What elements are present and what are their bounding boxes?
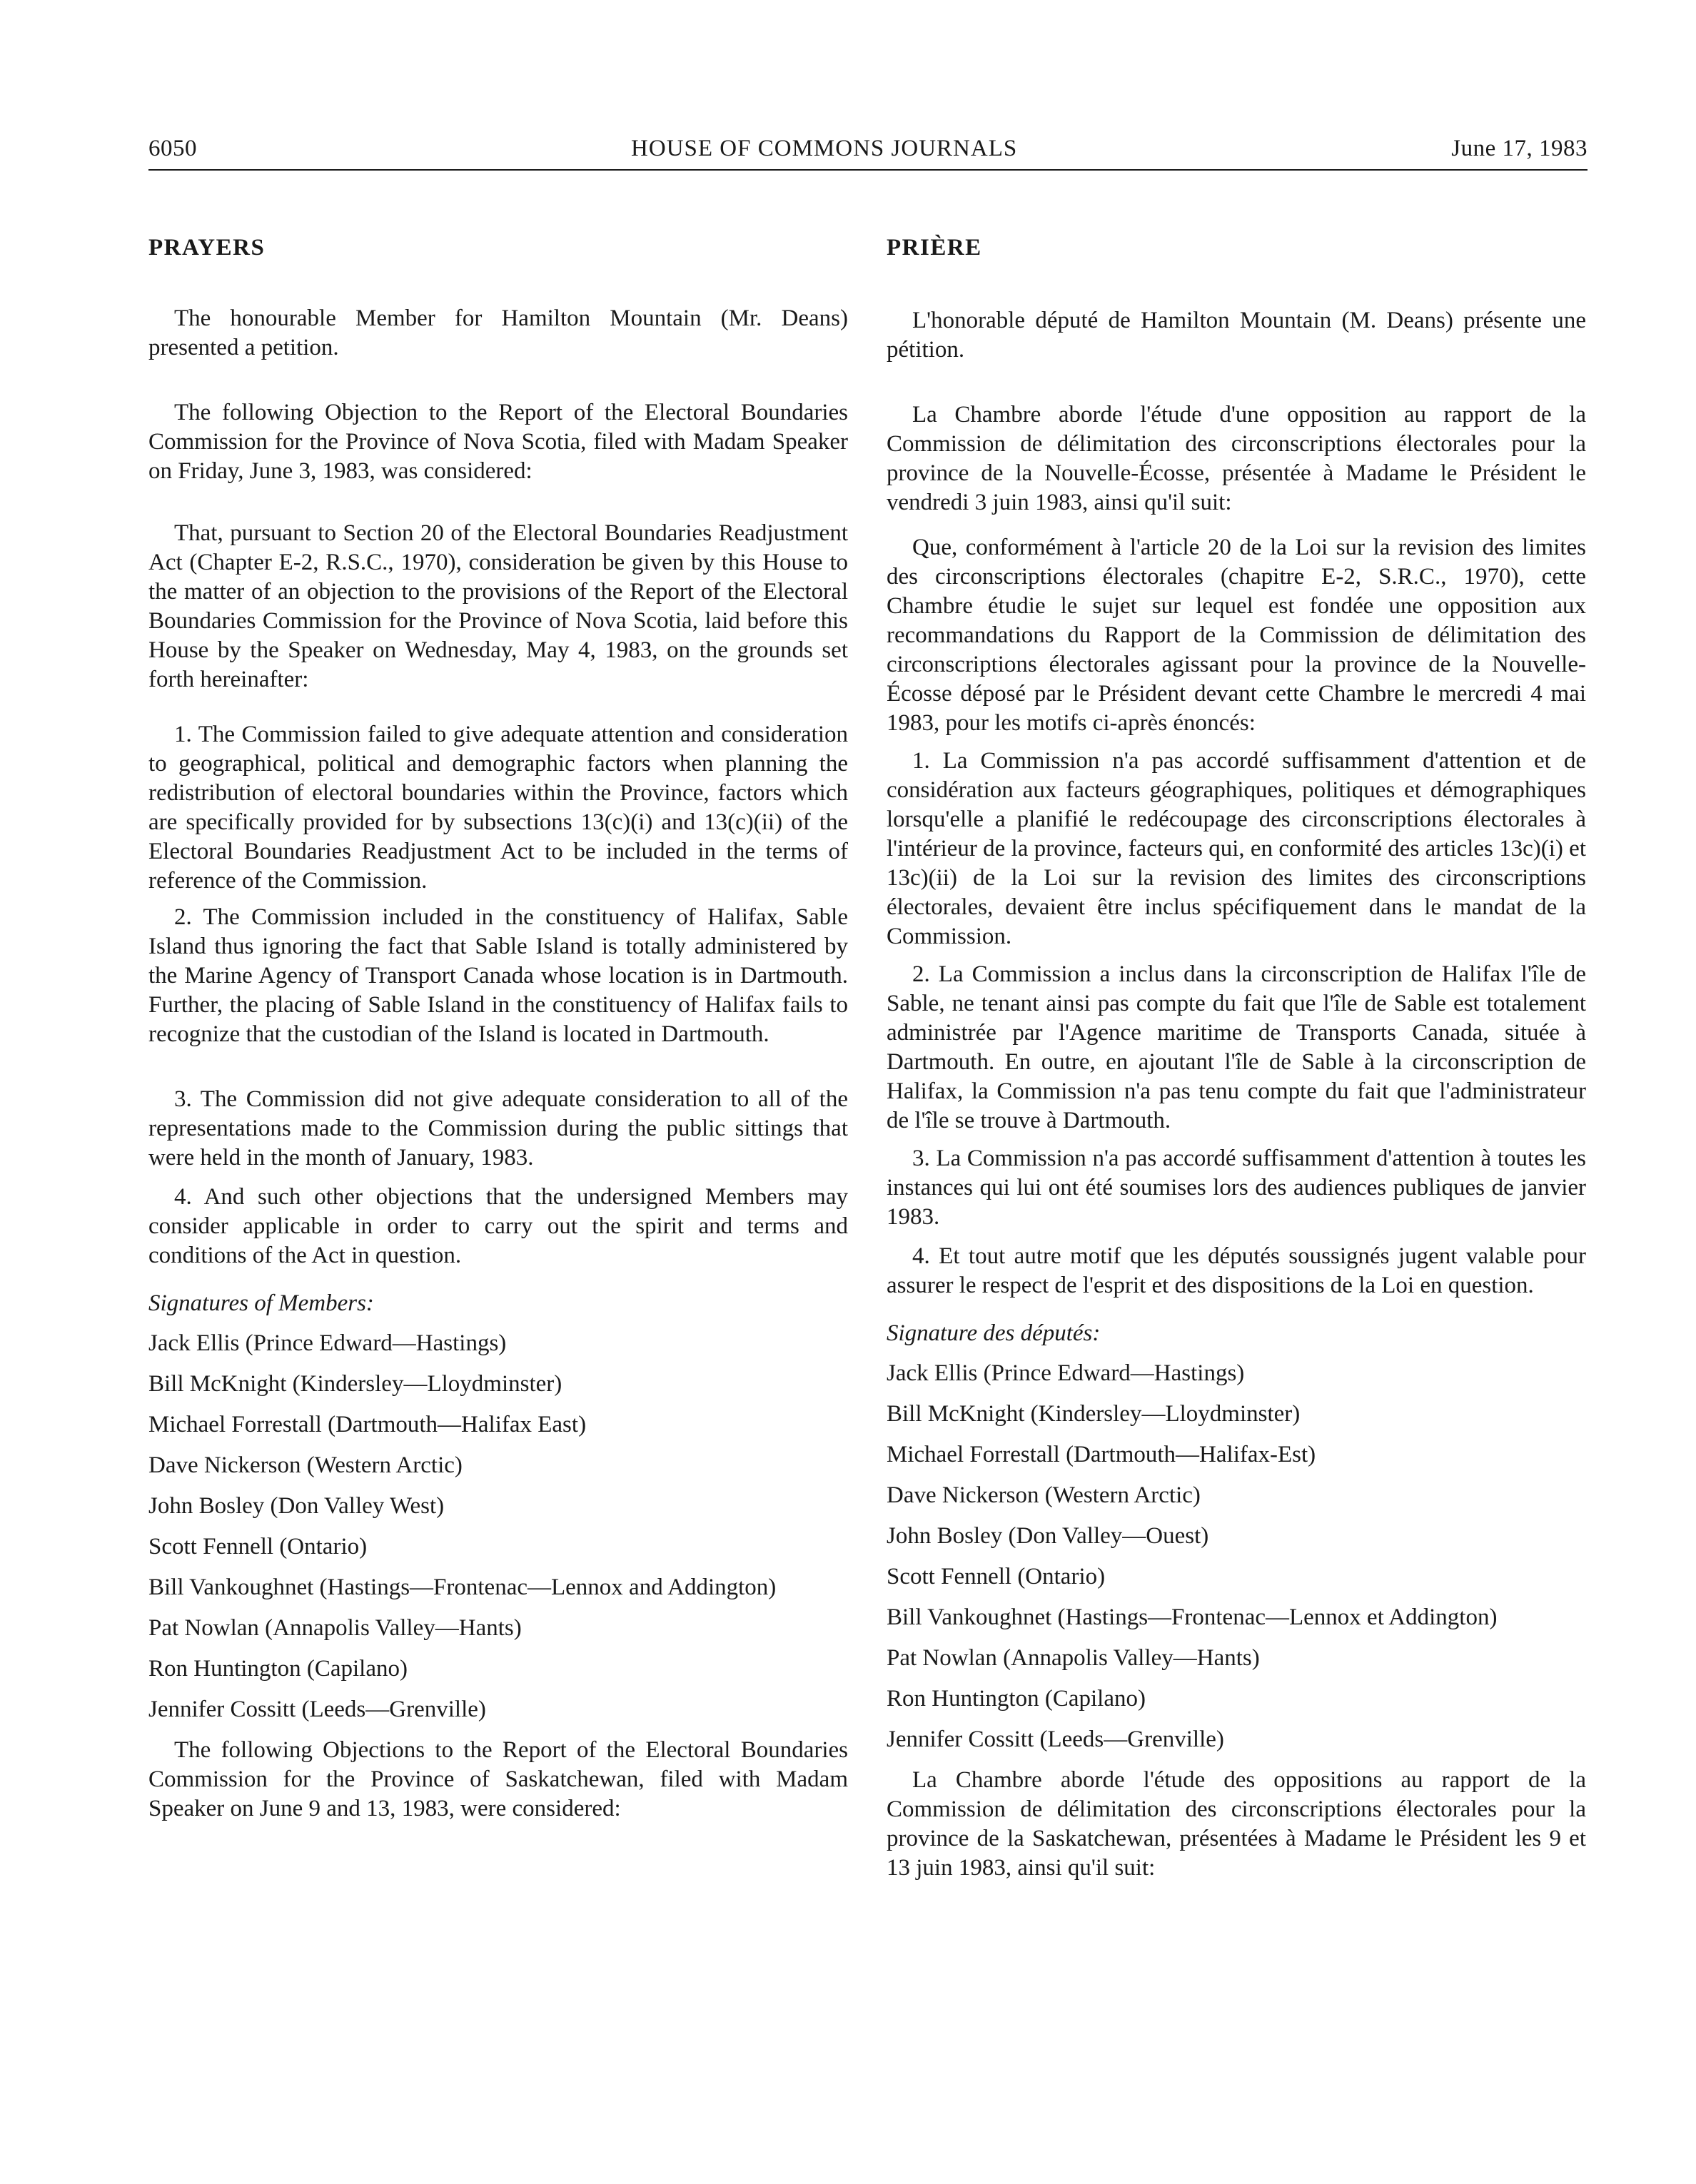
english-signature: John Bosley (Don Valley West) <box>148 1493 445 1519</box>
french-point-4: 4. Et tout autre motif que les députés soussignés jugent valable pour assurer le respect de l'esprit et des dispositions de la Loi en question. <box>887 1243 1586 1298</box>
english-signatures-title: Signatures of Members: <box>148 1290 374 1316</box>
english-signature: Pat Nowlan (Annapolis Valley—Hants) <box>148 1615 522 1641</box>
french-column <box>887 233 1586 1883</box>
english-objection-intro: The following Objection to the Report of the Electoral Boundaries Commission for the Province of Nova Scotia, filed with Madam Speaker on Friday, June 3, 1983, was considered: <box>148 400 848 484</box>
french-signature: Jennifer Cossitt (Leeds—Grenville) <box>887 1727 1224 1752</box>
page-number: 6050 <box>148 136 197 161</box>
french-signature: Bill McKnight (Kindersley—Lloydminster) <box>887 1401 1301 1427</box>
header-rule <box>148 169 1588 171</box>
english-signature: Jack Ellis (Prince Edward—Hastings) <box>148 1330 507 1356</box>
english-signature: Jennifer Cossitt (Leeds—Grenville) <box>148 1697 486 1722</box>
french-signature: Jack Ellis (Prince Edward—Hastings) <box>887 1360 1245 1386</box>
english-petition: The honourable Member for Hamilton Mountain (Mr. Deans) presented a petition. <box>148 305 848 360</box>
english-column <box>148 233 848 1824</box>
english-signature: Scott Fennell (Ontario) <box>148 1534 368 1559</box>
french-signature: Pat Nowlan (Annapolis Valley—Hants) <box>887 1645 1260 1671</box>
french-signature: John Bosley (Don Valley—Ouest) <box>887 1523 1209 1549</box>
french-signature-list <box>887 1359 1586 1754</box>
french-petition: L'honorable député de Hamilton Mountain (M. Deans) présente une pétition. <box>887 308 1586 363</box>
french-signature: Bill Vankoughnet (Hastings—Frontenac—Lennox et Addington) <box>887 1604 1498 1630</box>
journal-title: HOUSE OF COMMONS JOURNALS <box>631 136 1018 161</box>
french-signature: Ron Huntington (Capilano) <box>887 1686 1146 1712</box>
french-signature: Michael Forrestall (Dartmouth—Halifax-Est) <box>887 1442 1316 1467</box>
french-objection-intro: La Chambre aborde l'étude d'une opposition au rapport de la Commission de délimitation des circonscriptions électorales pour la province de la Nouvelle-Écosse, présentée à Madame le Président le vendredi 3 juin 1983, ainsi qu'il suit: <box>887 402 1586 515</box>
english-point-4: 4. And such other objections that the undersigned Members may consider applicable in order to carry out the spirit and terms and conditions of the Act in question. <box>148 1184 848 1268</box>
english-signature: Ron Huntington (Capilano) <box>148 1656 408 1682</box>
english-point-1: 1. The Commission failed to give adequate attention and consideration to geographical, political and demographic factors when planning the redistribution of electoral boundaries within the Province, factors which are specifically provided for by subsections 13(c)(i) and 13(c)(ii) of the Electoral Boundaries Readjustment Act to be included in the terms of reference of the Commission. <box>148 722 848 894</box>
english-motion: That, pursuant to Section 20 of the Electoral Boundaries Readjustment Act (Chapter E-2, R.S.C., 1970), consideration be given by this House to the matter of an objection to the provisions of the Report of the Electoral Boundaries Commission for the Province of Nova Scotia, laid before this House by the Speaker on Wednesday, May 4, 1983, on the grounds set forth hereinafter: <box>148 520 848 692</box>
english-saskatchewan-intro: The following Objections to the Report of the Electoral Boundaries Commission for the Province of Saskatchewan, filed with Madam Speaker on June 9 and 13, 1983, were considered: <box>148 1737 848 1821</box>
french-point-1: 1. La Commission n'a pas accordé suffisamment d'attention et de considération aux facteurs géographiques, politiques et démographiques lorsqu'elle a planifié le redécoupage des circonscriptions électorales à l'intérieur de la province, facteurs qui, en conformité des articles 13c)(i) et 13c)(ii) de la Loi sur la revision des limites des circonscriptions électorales, devaient être inclus spécifiquement dans le mandat de la Commission. <box>887 748 1586 949</box>
page-header <box>148 136 1588 162</box>
french-saskatchewan-intro: La Chambre aborde l'étude des oppositions au rapport de la Commission de délimitation des circonscriptions électorales pour la province de la Saskatchewan, présentées à Madame le Président les 9 et 13 juin 1983, ainsi qu'il suit: <box>887 1767 1586 1881</box>
english-signature: Bill Vankoughnet (Hastings—Frontenac—Lennox and Addington) <box>148 1574 777 1600</box>
french-signatures-title: Signature des députés: <box>887 1320 1101 1346</box>
english-point-2: 2. The Commission included in the constituency of Halifax, Sable Island thus ignoring the fact that Sable Island is totally administered by the Marine Agency of Transport Canada whose location is in Dartmouth. Further, the placing of Sable Island in the constituency of Halifax fails to recognize that the custodian of the Island is located in Dartmouth. <box>148 904 848 1047</box>
french-heading: PRIÈRE <box>887 235 982 261</box>
english-signature-list <box>148 1329 848 1724</box>
english-point-3: 3. The Commission did not give adequate consideration to all of the representations made to the Commission during the public sittings that were held in the month of January, 1983. <box>148 1086 848 1171</box>
french-motion: Que, conformément à l'article 20 de la Loi sur la revision des limites des circonscriptions électorales (chapitre E-2, S.R.C., 1970), cette Chambre étudie le sujet sur lequel est fondée une opposition aux recommandations du Rapport de la Commission de délimitation des circonscriptions électorales agissant pour la province de la Nouvelle-Écosse déposé par le Président devant cette Chambre le mercredi 4 mai 1983, pour les motifs ci-après énoncés: <box>887 535 1586 736</box>
english-signature: Bill McKnight (Kindersley—Lloydminster) <box>148 1371 562 1397</box>
french-signature: Scott Fennell (Ontario) <box>887 1564 1106 1589</box>
english-heading: PRAYERS <box>148 235 266 261</box>
french-point-2: 2. La Commission a inclus dans la circonscription de Halifax l'île de Sable, ne tenant ainsi pas compte du fait que l'île de Sable est totalement administrée par l'Agence maritime de Transports Canada, située à Dartmouth. En outre, en ajoutant l'île de Sable à la circonscription de Halifax, la Commission n'a pas tenu compte du fait que l'administrateur de l'île se trouve à Dartmouth. <box>887 961 1586 1133</box>
french-signature: Dave Nickerson (Western Arctic) <box>887 1482 1201 1508</box>
english-signature: Michael Forrestall (Dartmouth—Halifax East) <box>148 1412 587 1437</box>
french-point-3: 3. La Commission n'a pas accordé suffisamment d'attention à toutes les instances qui lui ont été soumises lors des audiences publiques de janvier 1983. <box>887 1146 1586 1230</box>
page-date: June 17, 1983 <box>1451 136 1588 161</box>
english-signature: Dave Nickerson (Western Arctic) <box>148 1452 463 1478</box>
